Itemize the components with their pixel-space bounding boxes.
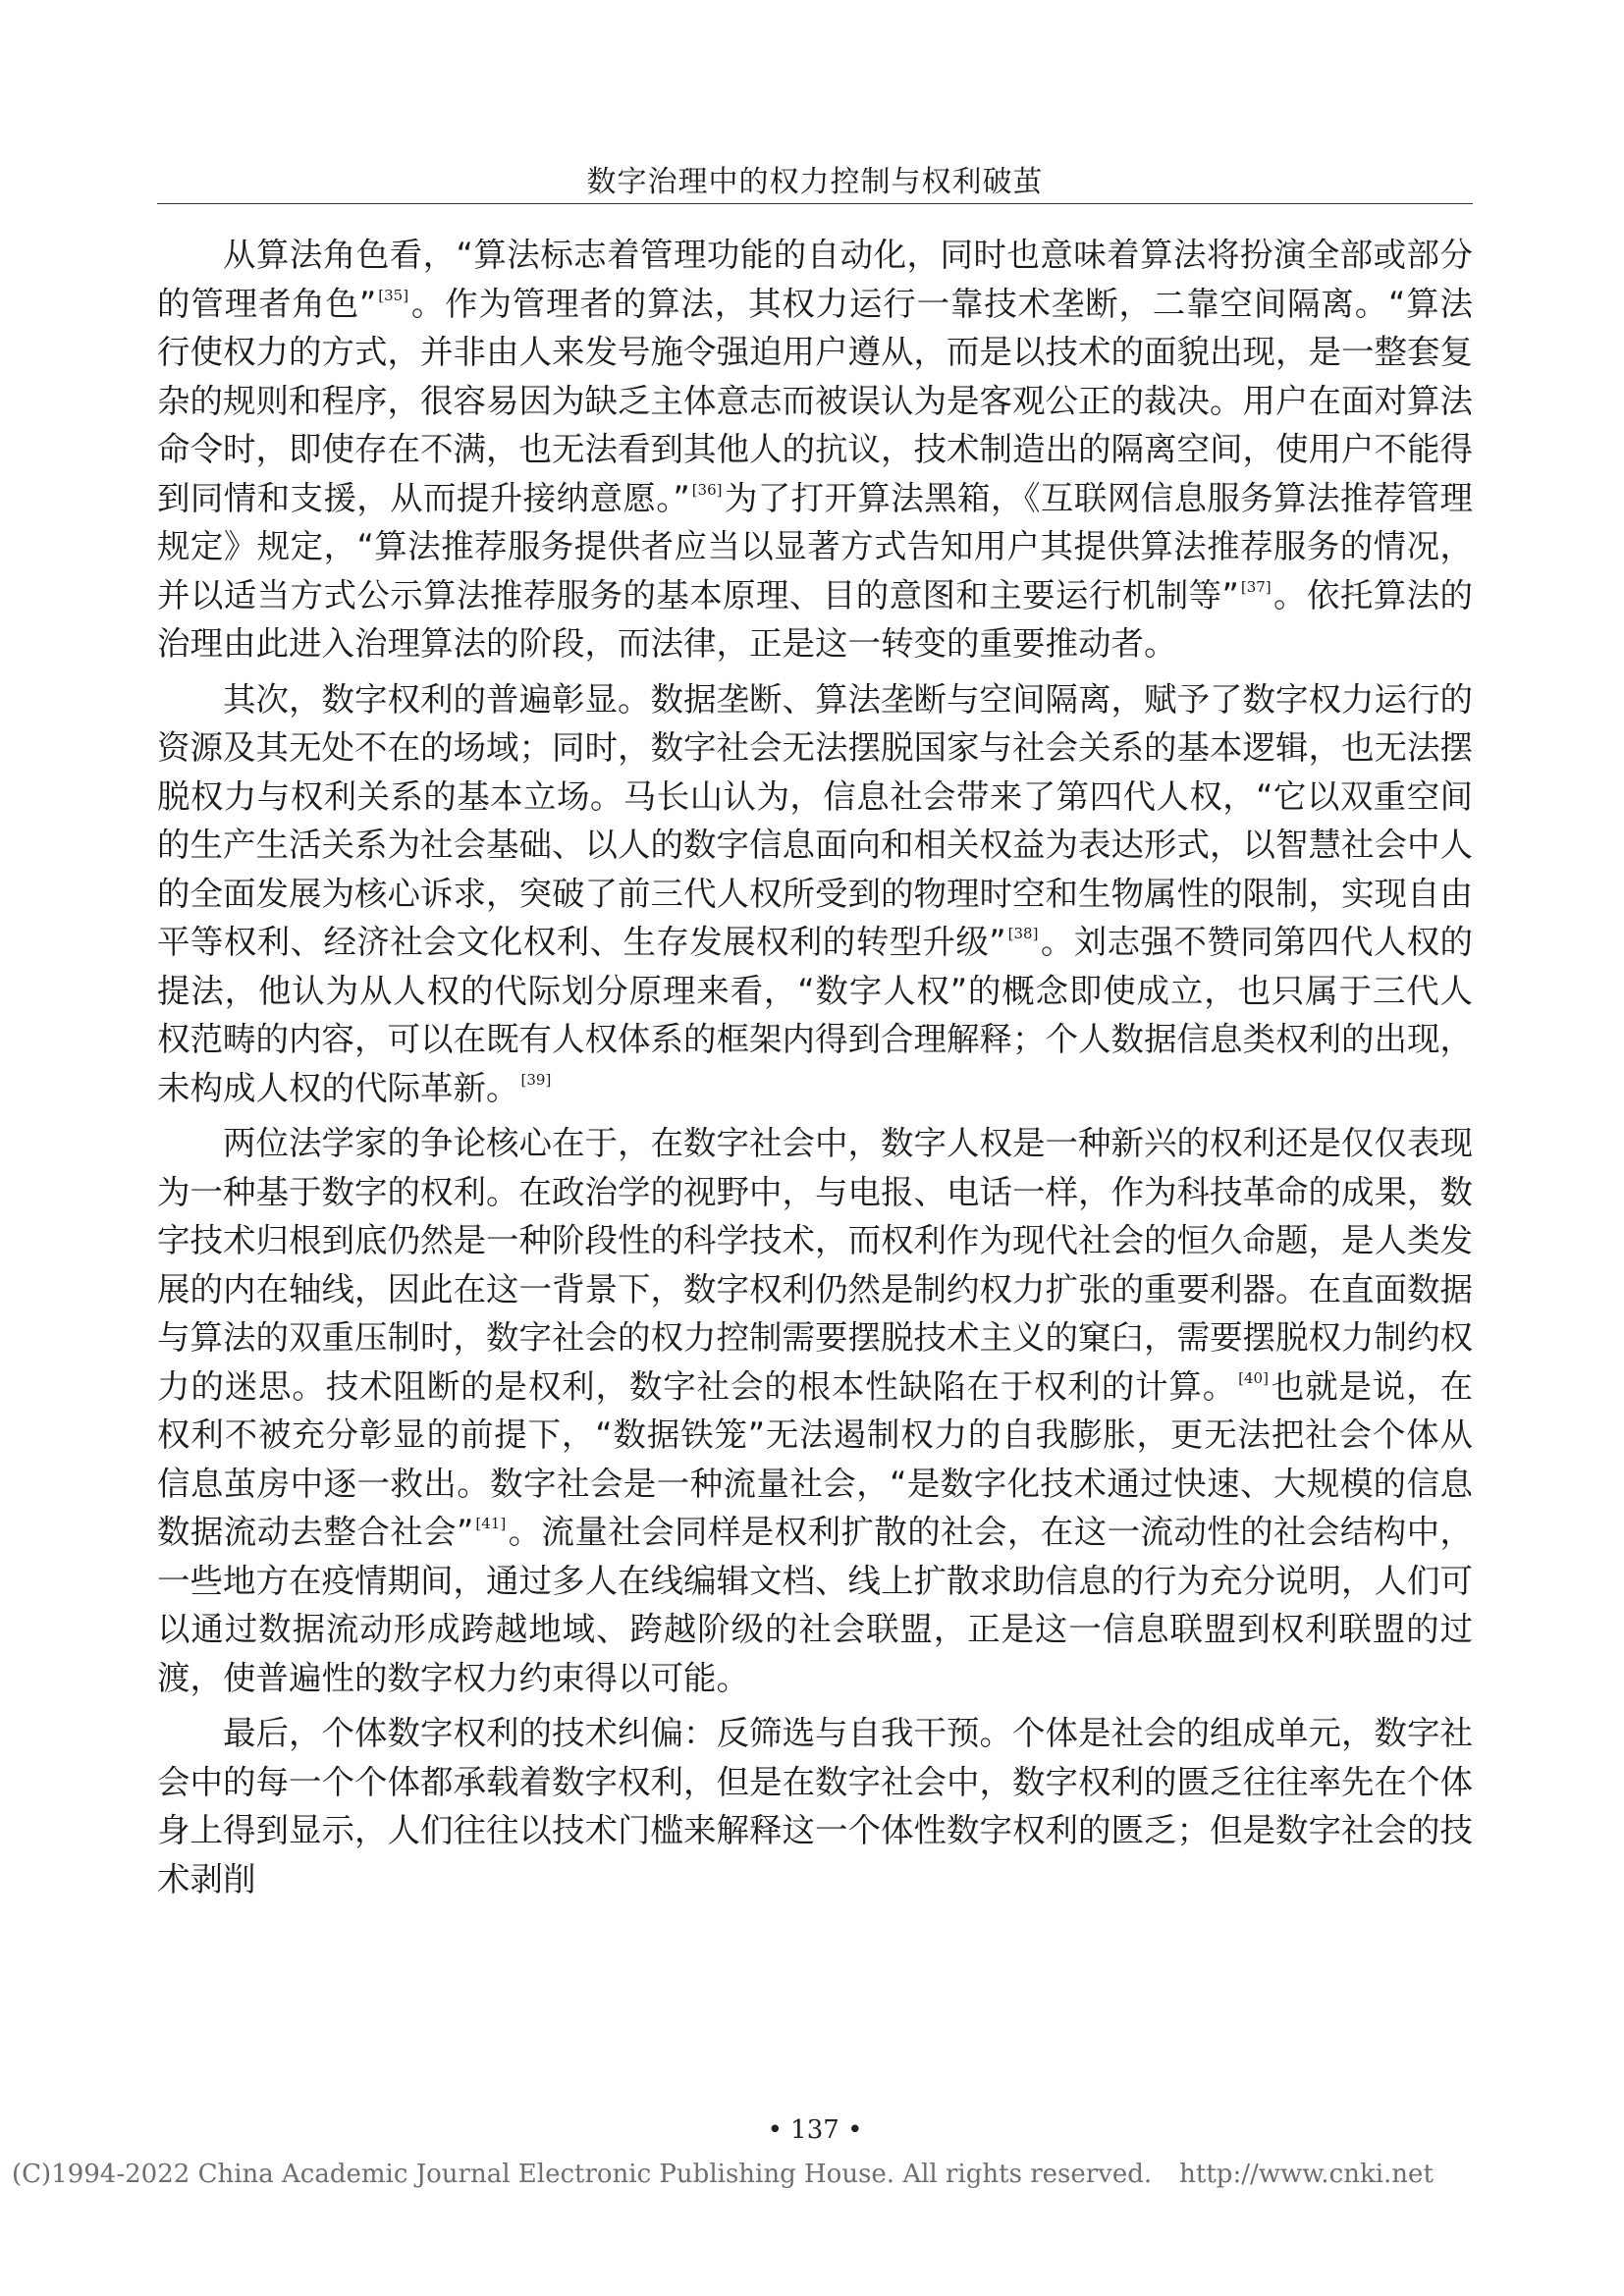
copyright-notice — [12, 2160, 1612, 2189]
paragraph-text-run: 两位法学家的争论核心在于，在数字社会中，数字人权是一种新兴的权利还是仅仅表现为一种基于数字的权利。在政治学的视野中，与电报、电话一样，作为科技革命的成果，数字技术归根到底仍然是一种阶段性的科学技术，而权利作为现代社会的恒久命题，是人类发展的内在轴线，因此在这一背景下，数字权利仍然是制约权力扩张的重要利器。在直面数据与算法的双重压制时，数字社会的权力控制需要摆脱技术主义的窠臼，需要摆脱权力制约权力的迷思。技术阻断的是权利，数字社会的根本性缺陷在于权利的计算。 — [157, 1124, 1473, 1406]
copyright-text: (C)1994-2022 China Academic Journal Electronic Publishing House. All rights reserved. — [12, 2160, 1153, 2189]
paragraph-text-run: 。作为管理者的算法，其权力运行一靠技术垄断，二靠空间隔离。“算法行使权力的方式，并非由人来发号施令强迫用户遵从，而是以技术的面貌出现，是一整套复杂的规则和程序，很容易因为缺乏主体意志而被误认为是客观公正的裁决。用户在面对算法命令时，即使存在不满，也无法看到其他人的抗议，技术制造出的隔离空间，使用户不能得到同情和支援，从而提升接纳意愿。” — [157, 284, 1473, 517]
page-number: • 137 • — [767, 2115, 863, 2145]
paragraph-text-run: 。刘志强不赞同第四代人权的提法，他认为从人权的代际划分原理来看，“数字人权”的概念即使成立，也只属于三代人权范畴的内容，可以在既有人权体系的框架内得到合理解释；个人数据信息类权利的出现，未构成人权的代际革新。 — [157, 923, 1473, 1107]
cnki-url[interactable]: http://www.cnki.net — [1179, 2160, 1434, 2189]
paragraph-1 — [157, 231, 1473, 668]
paragraph-text-run: 从算法角色看，“算法标志着管理功能的自动化，同时也意味着算法将扮演全部或部分的管理者角色” — [157, 236, 1473, 323]
citation-marker: [36] — [691, 480, 723, 499]
article-body — [157, 231, 1473, 1910]
citation-marker: [35] — [378, 286, 409, 304]
citation-marker: [38] — [1007, 925, 1039, 942]
paragraph-text-run: 也就是说，在权利不被充分彰显的前提下，“数据铁笼”无法遏制权力的自我膨胀，更无法把社会个体从信息茧房中逐一救出。数字社会是一种流量社会，“是数字化技术通过快速、大规模的信息数据流动去整合社会” — [157, 1366, 1474, 1551]
paragraph-text-run: 为了打开算法黑箱，《互联网信息服务算法推荐管理规定》规定，“算法推荐服务提供者应当以显著方式告知用户其提供算法推荐服务的情况，并以适当方式公示算法推荐服务的基本原理、目的意图和主要运行机制等” — [157, 478, 1474, 614]
citation-marker: [40] — [1238, 1368, 1269, 1387]
paragraph-3 — [157, 1119, 1473, 1702]
paragraph-text-run: 。依托算法的治理由此进入治理算法的阶段，而法律，正是这一转变的重要推动者。 — [157, 575, 1473, 663]
paragraph-text-run: 。流量社会同样是权利扩散的社会，在这一流动性的社会结构中，一些地方在疫情期间，通过多人在线编辑文档、线上扩散求助信息的行为充分说明，人们可以通过数据流动形成跨越地域、跨越阶级的社会联盟，正是这一信息联盟到权利联盟的过渡，使普遍性的数字权力约束得以可能。 — [157, 1513, 1473, 1697]
paragraph-4 — [157, 1709, 1473, 1903]
paragraph-2 — [157, 675, 1473, 1113]
header-rule — [157, 203, 1473, 204]
running-header-title: 数字治理中的权力控制与权利破茧 — [586, 165, 1044, 199]
paragraph-text-run: 其次，数字权利的普遍彰显。数据垄断、算法垄断与空间隔离，赋予了数字权力运行的资源及其无处不在的场域；同时，数字社会无法摆脱国家与社会关系的基本逻辑，也无法摆脱权力与权利关系的基本立场。马长山认为，信息社会带来了第四代人权，“它以双重空间的生产生活关系为社会基础、以人的数字信息面向和相关权益为表达形式，以智慧社会中人的全面发展为核心诉求，突破了前三代人权所受到的物理时空和生物属性的限制，实现自由平等权利、经济社会文化权利、生存发展权利的转型升级” — [157, 679, 1473, 961]
paragraph-text-run: 最后，个体数字权利的技术纠偏：反筛选与自我干预。个体是社会的组成单元，数字社会中的每一个个体都承载着数字权利，但是在数字社会中，数字权利的匮乏往往率先在个体身上得到显示，人们往往以技术门槛来解释这一个体性数字权利的匮乏；但是数字社会的技术剥削 — [157, 1714, 1473, 1898]
citation-marker: [41] — [475, 1515, 507, 1532]
citation-marker: [37] — [1240, 577, 1272, 596]
citation-marker: [39] — [520, 1070, 552, 1089]
